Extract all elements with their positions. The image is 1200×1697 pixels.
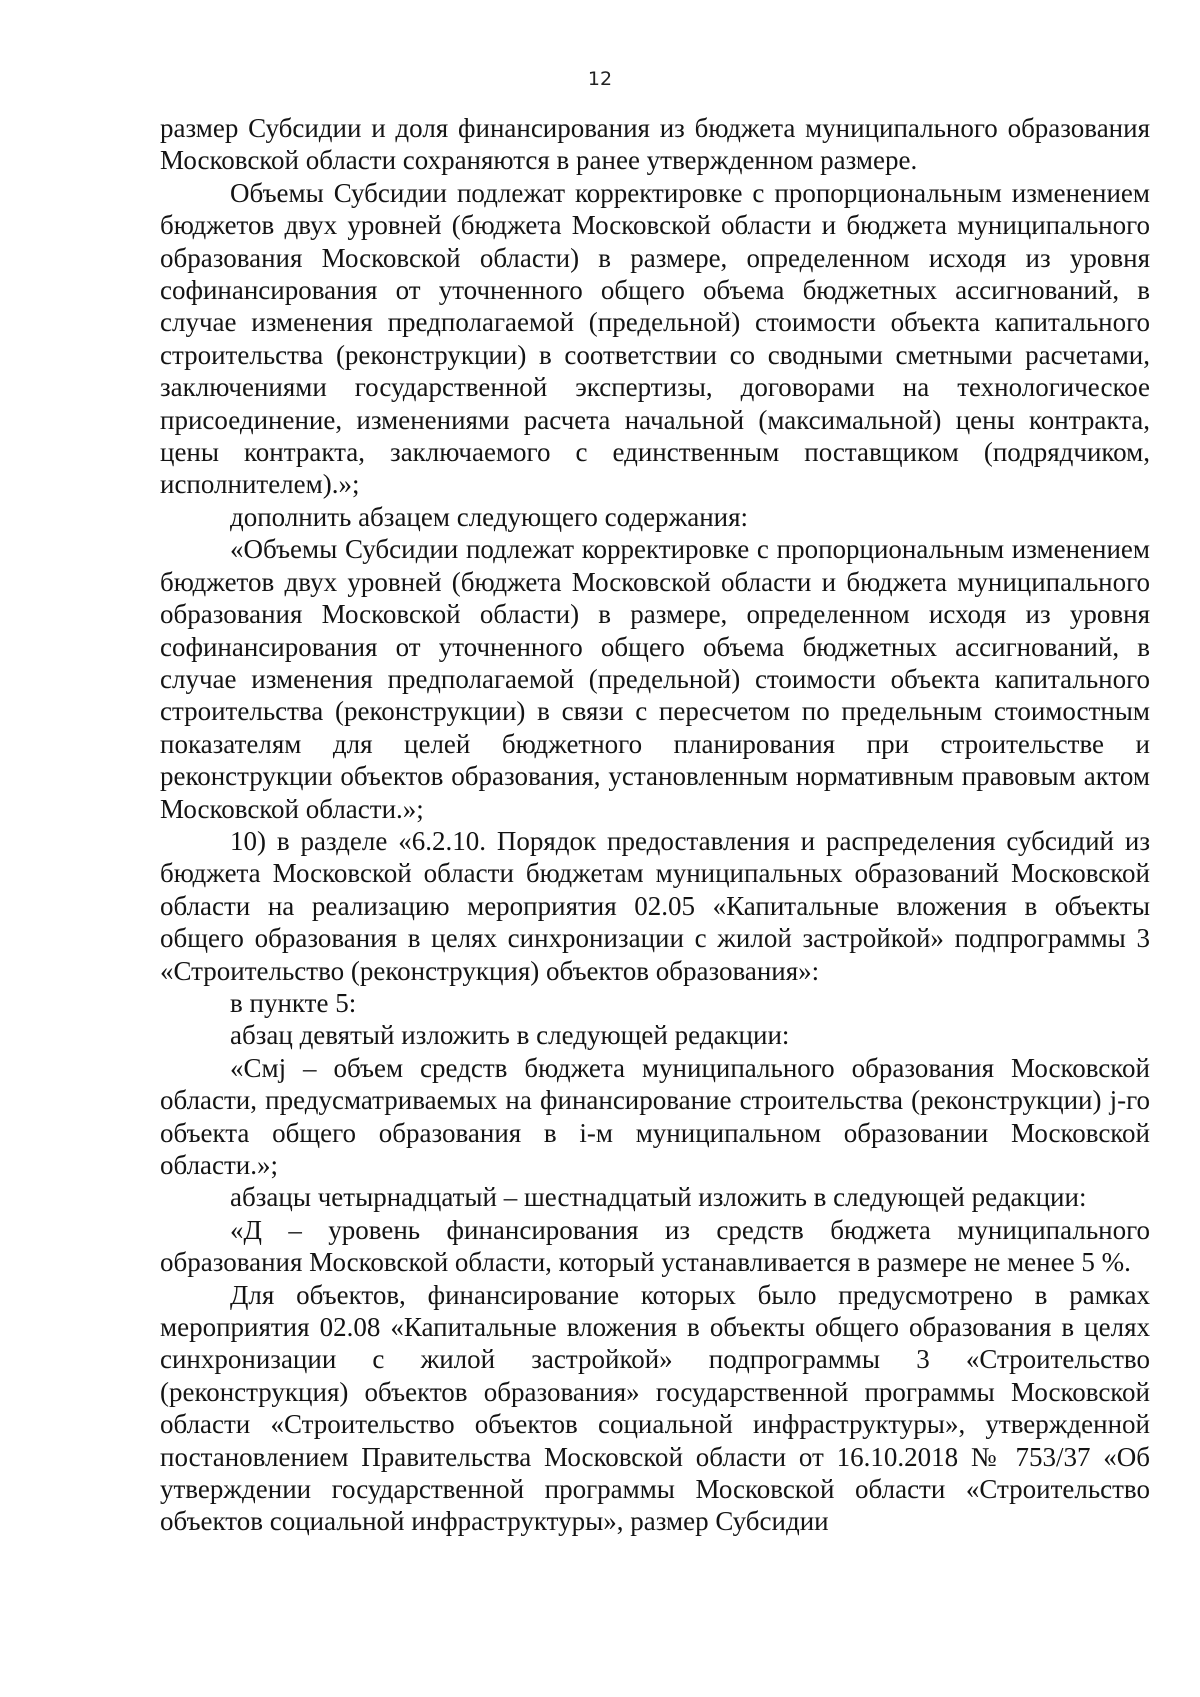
paragraph: Для объектов, финансирование которых было предусмотрено в рамках мероприятия 02.08 «Капитальные вложения в объекты общего образования в целях синхронизации с жилой застройкой» подпрограммы 3 «Строительство (реконструкция) объектов образования» государственной программы Московской области «Строительство объектов социальной инфраструктуры», утвержденной постановлением Правительства Московской области от 16.10.2018 № 753/37 «Об утверждении государственной программы Московской области «Строительство объектов социальной инфраструктуры», размер Субсидии bbox=[160, 1279, 1150, 1537]
paragraph: «Cмj – объем средств бюджета муниципального образования Московской области, предусматриваемых на финансирование строительства (реконструкции) j-го объекта общего образования в i-м муниципальном образовании Московской области.»; bbox=[160, 1052, 1150, 1180]
paragraph: «Объемы Субсидии подлежат корректировке с пропорциональным изменением бюджетов двух уровней (бюджета Московской области и бюджета муниципального образования Московской области) в размере, определенном исходя из уровня софинансирования от уточненного общего объема бюджетных ассигнований, в случае изменения предполагаемой (предельной) стоимости объекта капитального строительства (реконструкции) в связи с пересчетом по предельным стоимостным показателям для целей бюджетного планирования при строительстве и реконструкции объектов образования, установленным нормативным правовым актом Московской области.»; bbox=[160, 534, 1150, 824]
paragraph: дополнить абзацем следующего содержания: bbox=[230, 501, 749, 532]
paragraph-continuation: размер Субсидии и доля финансирования из бюджета муниципального образования Московской области сохраняются в ранее утвержденном размере. bbox=[160, 113, 1150, 176]
paragraph: абзацы четырнадцатый – шестнадцатый изложить в следующей редакции: bbox=[230, 1182, 1087, 1213]
paragraph: «Д – уровень финансирования из средств бюджета муниципального образования Московской области, который устанавливается в размере не менее 5 %. bbox=[160, 1214, 1150, 1278]
page-number: 12 bbox=[587, 68, 613, 90]
paragraph: в пункте 5: bbox=[230, 987, 357, 1018]
paragraph: абзац девятый изложить в следующей редакции: bbox=[230, 1020, 790, 1051]
document-body bbox=[160, 112, 1150, 1538]
paragraph: Объемы Субсидии подлежат корректировке с пропорциональным изменением бюджетов двух уровней (бюджета Московской области и бюджета муниципального образования Московской области) в размере, определенном исходя из уровня софинансирования от уточненного общего объема бюджетных ассигнований, в случае изменения предполагаемой (предельной) стоимости объекта капитального строительства (реконструкции) в соответствии со сводными сметными расчетами, заключениями государственной экспертизы, договорами на технологическое присоединение, изменениями расчета начальной (максимальной) цены контракта, цены контракта, заключаемого с единственным поставщиком (подрядчиком, исполнителем).»; bbox=[160, 177, 1150, 500]
paragraph: 10) в разделе «6.2.10. Порядок предоставления и распределения субсидий из бюджета Московской области бюджетам муниципальных образований Московской области на реализацию мероприятия 02.05 «Капитальные вложения в объекты общего образования в целях синхронизации с жилой застройкой» подпрограммы 3 «Строительство (реконструкция) объектов образования»: bbox=[160, 825, 1150, 986]
